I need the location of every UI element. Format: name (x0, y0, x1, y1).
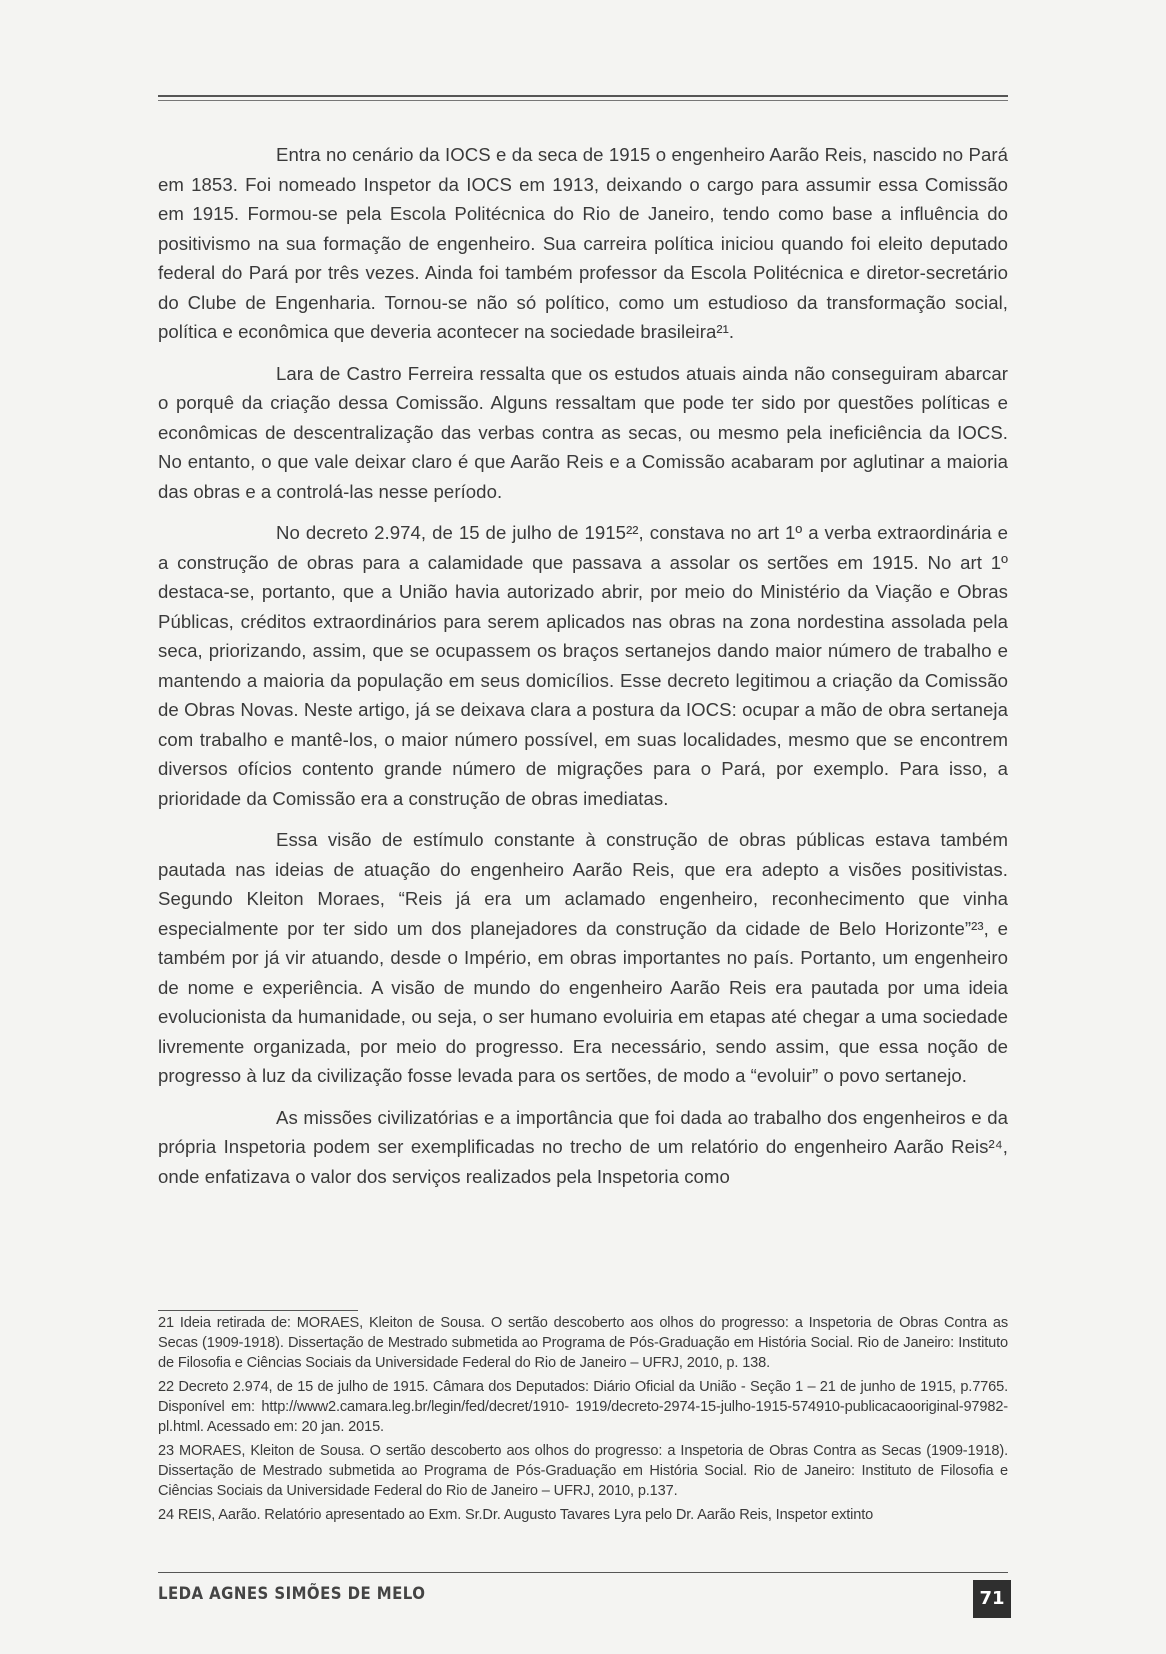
footer-rule (158, 1572, 1008, 1573)
footnote-divider (158, 1310, 358, 1311)
paragraph: No decreto 2.974, de 15 de julho de 1915²², constava no art 1º a verba extraordinária e a construção de obras para a calamidade que passava a assolar os sertões em 1915. No art 1º destaca-se, portanto, que a União havia autorizado abrir, por meio do Ministério da Viação e Obras Públicas, créditos extraordinários para serem aplicados nas obras na zona nordestina assolada pela seca, priorizando, assim, que se ocupassem os braços sertanejos dando maior número de trabalho e mantendo a maioria da população em seus domicílios. Esse decreto legitimou a criação da Comissão de Obras Novas. Neste artigo, já se deixava clara a postura da IOCS: ocupar a mão de obra sertaneja com trabalho e mantê-los, o maior número possível, em suas localidades, mesmo que se encontrem diversos ofícios contento grande número de migrações para o Pará, por exemplo. Para isso, a prioridade da Comissão era a construção de obras imediatas. (158, 522, 1008, 809)
footer-author: LEDA AGNES SIMÕES DE MELO (158, 1584, 426, 1604)
footnotes (158, 1313, 1008, 1529)
page-number: 71 (973, 1580, 1011, 1618)
footnote: 24 REIS, Aarão. Relatório apresentado ao Exm. Sr.Dr. Augusto Tavares Lyra pelo Dr. Aarão Reis, Inspetor extinto (158, 1507, 874, 1523)
footnote: 23 MORAES, Kleiton de Sousa. O sertão descoberto aos olhos do progresso: a Inspetoria de Obras Contra as Secas (1909-1918). Dissertação de Mestrado submetida ao Programa de Pós-Graduação em História Social. Rio de Janeiro: Instituto de Filosofia e Ciências Sociais da Universidade Federal do Rio de Janeiro – UFRJ, 2010, p.137. (158, 1443, 1008, 1499)
paragraph: As missões civilizatórias e a importância que foi dada ao trabalho dos engenheiros e da própria Inspetoria podem ser exemplificadas no trecho de um relatório do engenheiro Aarão Reis²⁴, onde enfatizava o valor dos serviços realizados pela Inspetoria como (158, 1106, 1008, 1187)
header-rule (158, 95, 1008, 101)
paragraph: Lara de Castro Ferreira ressalta que os estudos atuais ainda não conseguiram abarcar o porquê da criação dessa Comissão. Alguns ressaltam que pode ter sido por questões políticas e econômicas de descentralização das verbas contra as secas, ou mesmo pela ineficiência da IOCS. No entanto, o que vale deixar claro é que Aarão Reis e a Comissão acabaram por aglutinar a maioria das obras e a controlá-las nesse período. (158, 362, 1008, 502)
footnote: 21 Ideia retirada de: MORAES, Kleiton de Sousa. O sertão descoberto aos olhos do progresso: a Inspetoria de Obras Contra as Secas (1909-1918). Dissertação de Mestrado submetida ao Programa de Pós-Graduação em História Social. Rio de Janeiro: Instituto de Filosofia e Ciências Sociais da Universidade Federal do Rio de Janeiro – UFRJ, 2010, p. 138. (158, 1315, 1008, 1371)
body-text (158, 140, 1008, 1203)
footnote: 22 Decreto 2.974, de 15 de julho de 1915. Câmara dos Deputados: Diário Oficial da União - Seção 1 – 21 de junho de 1915, p.7765. Disponível em: http://www2.camara.leg.br/legin/fed/decret/1910- 1919/decreto-2974-15-julho-1915-574910-publicacaooriginal-97982-pl.html. Acessado em: 20 jan. 2015. (158, 1379, 1008, 1435)
paragraph: Entra no cenário da IOCS e da seca de 1915 o engenheiro Aarão Reis, nascido no Pará em 1853. Foi nomeado Inspetor da IOCS em 1913, deixando o cargo para assumir essa Comissão em 1915. Formou-se pela Escola Politécnica do Rio de Janeiro, tendo como base a influência do positivismo na sua formação de engenheiro. Sua carreira política iniciou quando foi eleito deputado federal do Pará por três vezes. Ainda foi também professor da Escola Politécnica e diretor-secretário do Clube de Engenharia. Tornou-se não só político, como um estudioso da transformação social, política e econômica que deveria acontecer na sociedade brasileira²¹. (158, 144, 1008, 342)
paragraph: Essa visão de estímulo constante à construção de obras públicas estava também pautada nas ideias de atuação do engenheiro Aarão Reis, que era adepto a visões positivistas. Segundo Kleiton Moraes, “Reis já era um aclamado engenheiro, reconhecimento que vinha especialmente por ter sido um dos planejadores da construção da cidade de Belo Horizonte”²³, e também por já vir atuando, desde o Império, em obras importantes no país. Portanto, um engenheiro de nome e experiência. A visão de mundo do engenheiro Aarão Reis era pautada por uma ideia evolucionista da humanidade, ou seja, o ser humano evoluiria em etapas até chegar a uma sociedade livremente organizada, por meio do progresso. Era necessário, sendo assim, que essa noção de progresso à luz da civilização fosse levada para os sertões, de modo a “evoluir” o povo sertanejo. (158, 829, 1008, 1086)
